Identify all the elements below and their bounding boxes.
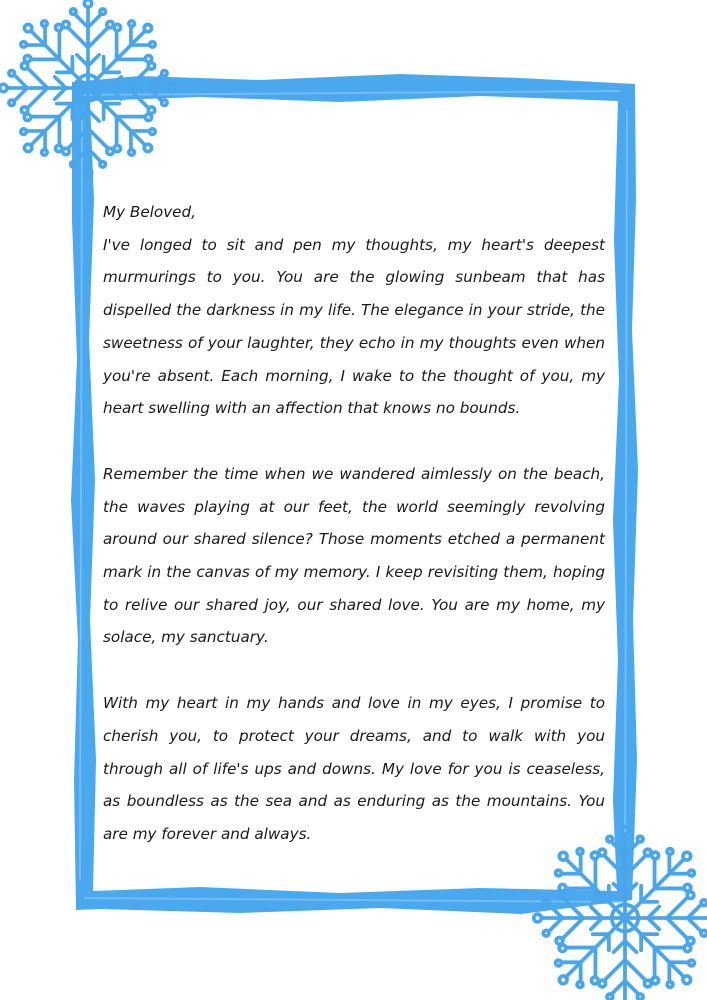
letter-paragraph: Remember the time when we wandered aimlessly on the beach, the waves playing at our feet, the world seemingly revolving around our shared silence? Those moments etched a permanent mark in the canvas of my memory. I keep revisiting them, hoping to relive our shared joy, our shared love. You are my home, my solace, my sanctuary. bbox=[103, 464, 605, 647]
letter-salutation: My Beloved, bbox=[103, 203, 196, 221]
letter-paragraph: With my heart in my hands and love in my eyes, I promise to cherish you, to protect your dreams, and to walk with you through all of life's ups and downs. My love for you is ceaseless, as boundless as the sea and as enduring as the mountains. You are my forever and always. bbox=[103, 694, 605, 843]
letter-paragraph: I've longed to sit and pen my thoughts, my heart's deepest murmurings to you. You are the glowing sunbeam that has dispelled the darkness in my life. The elegance in your stride, the sweetness of your laughter, they echo in my thoughts even when you're absent. Each morning, I wake to the thought of you, my heart swelling with an affection that knows no bounds. bbox=[103, 235, 605, 418]
letter-body bbox=[103, 196, 605, 884]
snowflake-icon bbox=[0, 0, 176, 176]
